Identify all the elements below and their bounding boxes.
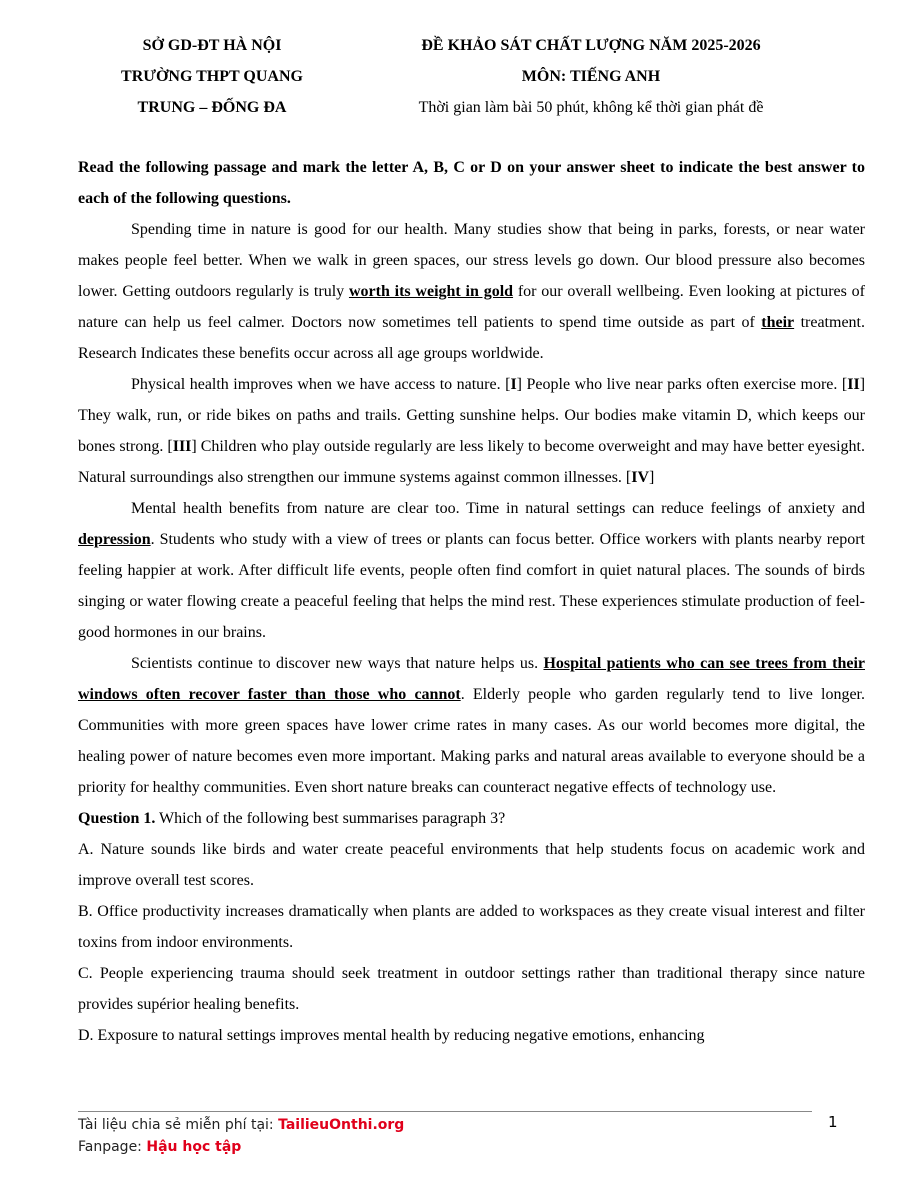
site-link[interactable]: TailieuOnthi.org (278, 1117, 405, 1133)
share-text: Tài liệu chia sẻ miễn phí tại: (78, 1117, 279, 1133)
marker-III: III (172, 438, 192, 455)
document-body (78, 152, 865, 1051)
footer-fanpage-line (78, 1136, 404, 1158)
footer-divider (78, 1111, 812, 1112)
school-header (96, 30, 328, 123)
exam-subject: MÔN: TIẾNG ANH (521, 68, 661, 85)
option-c: C. People experiencing trauma should seek treatment in outdoor settings rather than traditional therapy since nature provides supérior healing benefits. (78, 965, 865, 1013)
option-d: D. Exposure to natural settings improves mental health by reducing negative emotions, enhancing (78, 1027, 705, 1044)
underlined-sentence-hospital: Hospital patients who can see trees from their windows often recover faster than those who cannot (78, 655, 865, 703)
p1-text-c: treatment. Research Indicates these benefits occur across all age groups worldwide. (78, 314, 865, 362)
p1-text-b: for our overall wellbeing. Even looking at pictures of nature can help us feel calmer. Doctors now sometimes tell patients to spend time outside as part of (78, 283, 865, 331)
p2-text-c: ] They walk, run, or ride bikes on paths and trails. Getting sunshine helps. Our bodies make vitamin D, which keeps our bones strong. [ (78, 376, 866, 455)
question-label: Question 1. (78, 810, 156, 827)
option-a: A. Nature sounds like birds and water create peaceful environments that help students focus on academic work and improve overall test scores. (78, 841, 865, 889)
paragraph-2 (78, 369, 865, 493)
school-name-line2: TRUNG – ĐỐNG ĐA (137, 99, 287, 116)
fanpage-link[interactable]: Hậu học tập (146, 1139, 242, 1155)
underlined-word-their: their (761, 314, 795, 331)
page-number: 1 (828, 1113, 838, 1131)
school-name-line1: TRƯỜNG THPT QUANG (121, 68, 303, 85)
p4-text-b: . Elderly people who garden regularly tend to live longer. Communities with more green spaces have lower crime rates in many cases. As our world becomes more digital, the healing power of nature becomes even more important. Making parks and natural areas available to everyone should be a priority for healthy communities. Even short nature breaks can counteract negative effects of technology use. (78, 686, 865, 796)
marker-II: II (847, 376, 860, 393)
question-text: Which of the following best summarises paragraph 3? (155, 810, 506, 827)
marker-I: I (510, 376, 517, 393)
exam-title: ĐỀ KHẢO SÁT CHẤT LƯỢNG NĂM 2025-2026 (421, 37, 761, 54)
department-name: SỞ GD-ĐT HÀ NỘI (142, 37, 282, 54)
underlined-phrase-worth: worth its weight in gold (348, 283, 514, 300)
p4-text-a: Scientists continue to discover new ways that nature helps us. (131, 655, 544, 672)
p2-text-e: ] (649, 469, 655, 486)
fanpage-text: Fanpage: (78, 1139, 147, 1155)
underlined-word-depression: depression (78, 531, 151, 548)
marker-IV: IV (631, 469, 650, 486)
option-b: B. Office productivity increases dramatically when plants are added to workspaces as they create visual interest and filter toxins from indoor environments. (78, 903, 865, 951)
p3-text-b: . Students who study with a view of trees or plants can focus better. Office workers with plants nearby report feeling happier at work. After difficult life events, people often find comfort in quiet natural places. The sounds of birds singing or water flowing create a peaceful feeling that helps the mind rest. These experiences stimulate production of feel-good hormones in our brains. (78, 531, 865, 641)
footer (78, 1114, 404, 1158)
p2-text-b: ] People who live near parks often exercise more. [ (516, 376, 848, 393)
paragraph-3 (78, 493, 865, 648)
p2-text-a: Physical health improves when we have access to nature. [ (131, 376, 511, 393)
exam-time-note: Thời gian làm bài 50 phút, không kể thời gian phát đề (418, 99, 764, 116)
paragraph-1 (78, 214, 865, 369)
footer-share-line (78, 1114, 404, 1136)
question-1 (78, 803, 865, 834)
p2-text-d: ] Children who play outside regularly are less likely to become overweight and may have better eyesight. Natural surroundings also strengthen our immune systems against common illnesses. [ (78, 438, 866, 486)
p1-text-a: Spending time in nature is good for our health. Many studies show that being in parks, forests, or near water makes people feel better. When we walk in green spaces, our stress levels go down. Our blood pressure also becomes lower. Getting outdoors regularly is truly (78, 221, 865, 300)
paragraph-4 (78, 648, 865, 803)
p3-text-a: Mental health benefits from nature are clear too. Time in natural settings can reduce feelings of anxiety and (131, 500, 865, 517)
instruction: Read the following passage and mark the letter A, B, C or D on your answer sheet to indicate the best answer to each of the following questions. (78, 159, 865, 207)
exam-header (356, 30, 826, 123)
